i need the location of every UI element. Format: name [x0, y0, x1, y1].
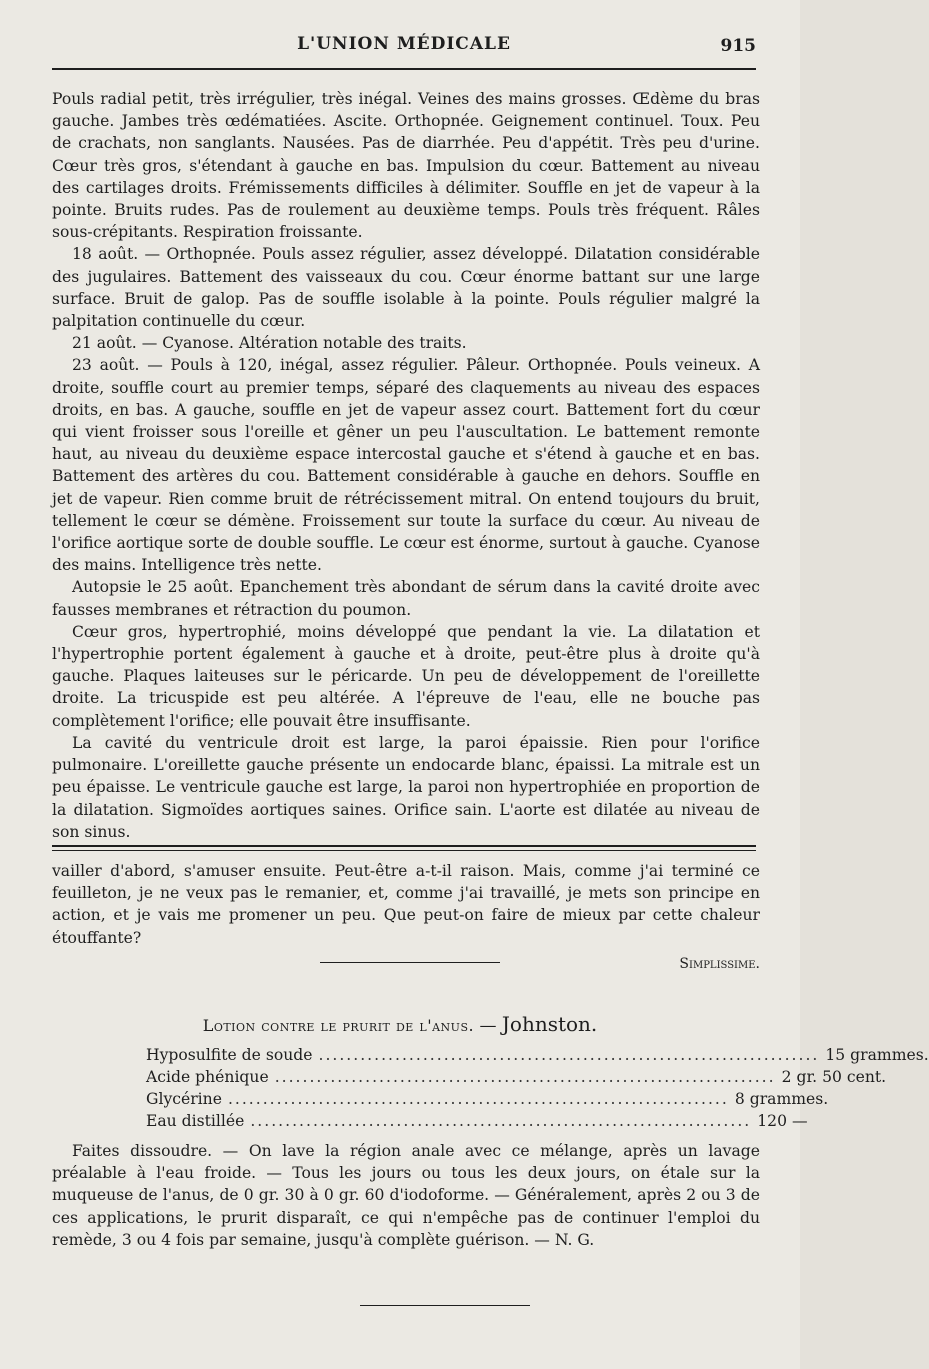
- prescription-author: Johnston.: [501, 1012, 598, 1036]
- ingredient-quantity: 2 gr. 50 cent.: [781, 1068, 887, 1086]
- page-number: 915: [720, 36, 756, 56]
- ingredient-row: [146, 1110, 808, 1132]
- ingredient-name: Hyposulfite de soude: [146, 1046, 313, 1064]
- ingredient-list: [146, 1044, 929, 1132]
- closing-rule: [360, 1305, 530, 1306]
- instructions-text: Faites dissoudre. — On lave la région anale avec ce mélange, après un lavage préalable à l'eau froide. — Tous les jours ou tous les deux jours, on étale sur la muqueuse de l'anus, de 0 gr. 30 à 0 gr. 60 d'iodoforme. — Généralement, après 2 ou 3 de ces applications, le prurit disparaît, ce qui n'empêche pas de continuer l'emploi du remède, 3 ou 4 fois par semaine, jusqu'à complète guérison. — N. G.: [52, 1142, 760, 1249]
- paragraph: Autopsie le 25 août. Epanchement très abondant de sérum dans la cavité droite avec fausses membranes et rétraction du poumon.: [52, 578, 760, 619]
- section-divider: [320, 962, 500, 963]
- ingredient-quantity: 8 grammes.: [734, 1090, 829, 1108]
- ingredient-row: [146, 1044, 929, 1066]
- paragraph: Pouls radial petit, très irrégulier, très inégal. Veines des mains grosses. Œdème du bras gauche. Jambes très œdématiées. Ascite. Orthopnée. Geignement continuel. Toux. Peu de crachats, non sanglants. Nausées. Pas de diarrhée. Peu d'appétit. Très peu d'urine. Cœur très gros, s'étendant à gauche en bas. Impulsion du cœur. Battement au niveau des cartilages droits. Frémissements difficiles à délimiter. Souffle en jet de vapeur à la pointe. Bruits rudes. Pas de roulement au deuxième temps. Pouls très fréquent. Râles sous-crépitants. Respiration froissante.: [52, 90, 760, 242]
- ingredient-name: Eau distillée: [146, 1112, 245, 1130]
- feuilleton-excerpt: [52, 860, 760, 975]
- prescription-instructions: [52, 1140, 760, 1251]
- leader-dots: ........................................................................: [318, 1046, 820, 1064]
- prescription-title: [0, 1012, 800, 1036]
- case-report: [52, 88, 760, 843]
- paragraph: 18 août. — Orthopnée. Pouls assez régulier, assez développé. Dilatation considérable des jugulaires. Battement des vaisseaux du cou. Cœur énorme battant sur une large surface. Bruit de galop. Pas de souffle isolable à la pointe. Pouls régulier malgré la palpitation continuelle du cœur.: [52, 245, 760, 331]
- title-dash: —: [479, 1016, 497, 1036]
- leader-dots: ........................................................................: [274, 1068, 776, 1086]
- paragraph: 21 août. — Cyanose. Altération notable des traits.: [72, 334, 467, 353]
- paragraph: 23 août. — Pouls à 120, inégal, assez régulier. Pâleur. Orthopnée. Pouls veineux. A droite, souffle court au premier temps, séparé des claquements au niveau des espaces droits, en bas. A gauche, souffle en jet de vapeur assez court. Battement fort du cœur qui vient froisser sous l'oreille et gêner un peu l'auscultation. Le battement remonte haut, au niveau du deuxième espace intercostal gauche et s'étend à gauche et en bas. Battement des artères du cou. Battement considérable à gauche en dehors. Souffle en jet de vapeur. Rien comme bruit de rétrécissement mitral. On entend toujours du bruit, tellement le cœur se démène. Froissement sur toute la surface du cœur. Au niveau de l'orifice aortique sorte de double souffle. Le cœur est énorme, surtout à gauche. Cyanose des mains. Intelligence très nette.: [52, 356, 760, 575]
- header-rule: [52, 68, 756, 70]
- ingredient-name: Acide phénique: [146, 1068, 269, 1086]
- ingredient-name: Glycérine: [146, 1090, 222, 1108]
- ingredient-quantity: 15 grammes.: [825, 1046, 929, 1064]
- ingredient-row: [146, 1088, 829, 1110]
- page-header: [52, 34, 756, 64]
- feuilleton-text: vailler d'abord, s'amuser ensuite. Peut-être a-t-il raison. Mais, comme j'ai terminé ce feuilleton, je ne veux pas le remanier, et, comme j'ai travaillé, je mets son principe en action, et je vais me promener un peu. Que peut-on faire de mieux par cette chaleur étouffante?: [52, 862, 760, 947]
- journal-title: L'UNION MÉDICALE: [297, 34, 511, 54]
- leader-dots: ........................................................................: [250, 1112, 752, 1130]
- signature: Simplissime.: [679, 955, 760, 972]
- ingredient-quantity: 120 —: [757, 1112, 808, 1130]
- ingredient-row: [146, 1066, 887, 1088]
- prescription-heading: Lotion contre le prurit de l'anus.: [202, 1016, 475, 1035]
- leader-dots: ........................................................................: [227, 1090, 729, 1108]
- paragraph: Cœur gros, hypertrophié, moins développé que pendant la vie. La dilatation et l'hypertrophie portent également à gauche et à droite, peut-être plus à droite qu'à gauche. Plaques laiteuses sur le péricarde. Un peu de développement de l'oreillette droite. La tricuspide est peu altérée. A l'épreuve de l'eau, elle ne bouche pas complètement l'orifice; elle pouvait être insuffisante.: [52, 622, 760, 730]
- feuilleton-rule-bottom: [52, 850, 756, 851]
- feuilleton-rule-top: [52, 845, 756, 847]
- paragraph: La cavité du ventricule droit est large, la paroi épaissie. Rien pour l'orifice pulmonaire. L'oreillette gauche présente un endocarde blanc, épaissi. La mitrale est un peu épaisse. Le ventricule gauche est large, la paroi non hypertrophiée en proportion de la dilatation. Sigmoïdes aortiques saines. Orifice sain. L'aorte est dilatée au niveau de son sinus.: [52, 733, 760, 841]
